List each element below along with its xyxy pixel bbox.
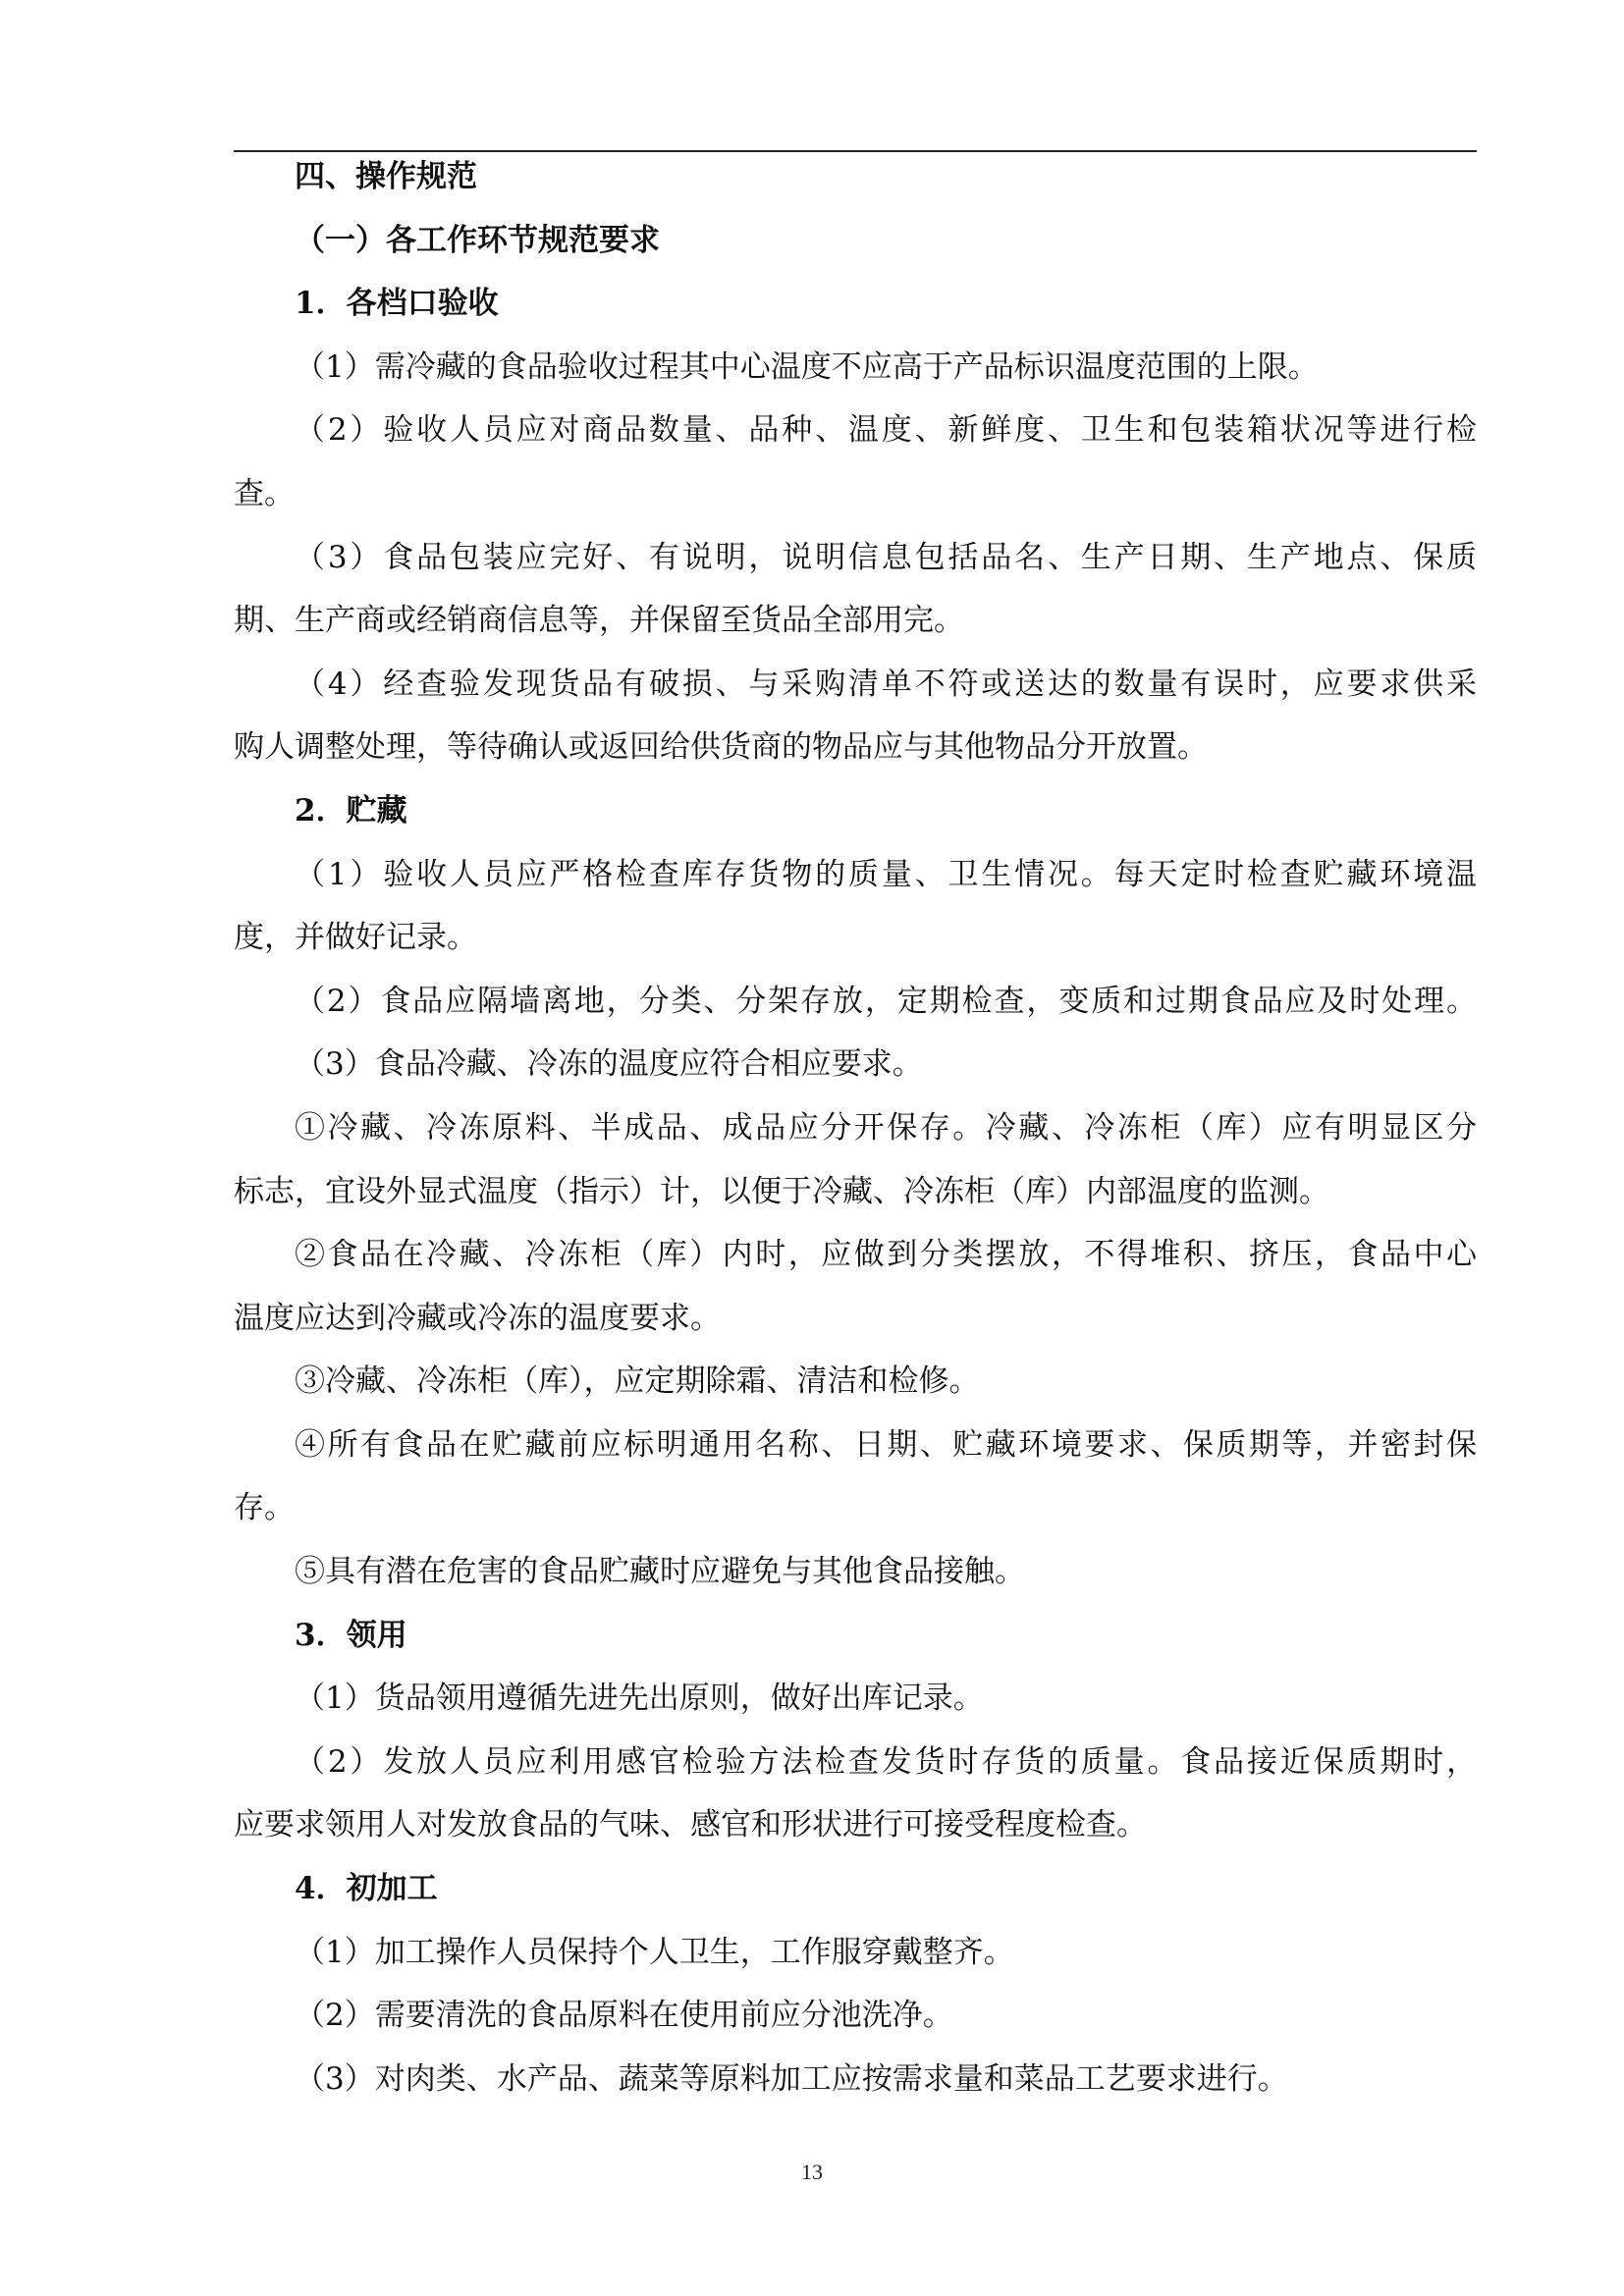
- paragraph-line: ②食品在冷藏、冷冻柜（库）内时，应做到分类摆放，不得堆积、挤压，食品中心: [295, 1237, 1477, 1273]
- paragraph-line: ⑤具有潜在危害的食品贮藏时应避免与其他食品接触。: [295, 1554, 1025, 1590]
- paragraph-line: （4）经查验发现货品有破损、与采购清单不符或送达的数量有误时，应要求供采: [295, 666, 1477, 702]
- paragraph-line: （1）货品领用遵循先进先出原则，做好出库记录。: [295, 1681, 984, 1717]
- section-heading: 四、操作规范: [295, 159, 477, 194]
- paragraph-line: （3）食品冷藏、冷冻的温度应符合相应要求。: [295, 1046, 923, 1083]
- document-body: [234, 145, 1477, 2110]
- paragraph-line: 查。: [234, 475, 295, 511]
- paragraph-line: （3）对肉类、水产品、蔬菜等原料加工应按需求量和菜品工艺要求进行。: [295, 2060, 1288, 2097]
- paragraph-line: 期、生产商或经销商信息等，并保留至货品全部用完。: [234, 603, 964, 639]
- paragraph-line: 标志，宜设外显式温度（指示）计，以便于冷藏、冷冻柜（库）内部温度的监测。: [234, 1173, 1329, 1209]
- paragraph-line: （2）需要清洗的食品原料在使用前应分池洗净。: [295, 1998, 953, 2034]
- paragraph-line: （2）验收人员应对商品数量、品种、温度、新鲜度、卫生和包装箱状况等进行检: [295, 412, 1477, 449]
- paragraph-line: （2）食品应隔墙离地，分类、分架存放，定期检查，变质和过期食品应及时处理。: [295, 983, 1477, 1019]
- paragraph-line: 度，并做好记录。: [234, 920, 477, 956]
- paragraph-line: （2）发放人员应利用感官检验方法检查发货时存货的质量。食品接近保质期时，: [295, 1743, 1477, 1780]
- section-heading: 1．各档口验收: [295, 286, 499, 322]
- paragraph-line: （1）加工操作人员保持个人卫生，工作服穿戴整齐。: [295, 1934, 1014, 1970]
- paragraph-line: 应要求领用人对发放食品的气味、感官和形状进行可接受程度检查。: [234, 1807, 1147, 1843]
- paragraph-line: （3）食品包装应完好、有说明，说明信息包括品名、生产日期、生产地点、保质: [295, 539, 1477, 575]
- paragraph-line: ③冷藏、冷冻柜（库），应定期除霜、清洁和检修。: [295, 1363, 980, 1400]
- section-heading: 4．初加工: [295, 1871, 438, 1907]
- paragraph-line: 温度应达到冷藏或冷冻的温度要求。: [234, 1300, 721, 1336]
- paragraph-line: （1）需冷藏的食品验收过程其中心温度不应高于产品标识温度范围的上限。: [295, 348, 1319, 385]
- paragraph-line: ④所有食品在贮藏前应标明通用名称、日期、贮藏环境要求、保质期等，并密封保: [295, 1426, 1477, 1463]
- page-number: 13: [801, 2160, 823, 2184]
- section-heading: （一）各工作环节规范要求: [295, 222, 660, 258]
- paragraph-line: 存。: [234, 1490, 295, 1526]
- paragraph-line: 购人调整处理，等待确认或返回给供货商的物品应与其他物品分开放置。: [234, 729, 1208, 766]
- section-heading: 2．贮藏: [295, 792, 407, 828]
- paragraph-line: （1）验收人员应严格检查库存货物的质量、卫生情况。每天定时检查贮藏环境温: [295, 856, 1477, 892]
- section-heading: 3．领用: [295, 1617, 407, 1653]
- paragraph-line: ①冷藏、冷冻原料、半成品、成品应分开保存。冷藏、冷冻柜（库）应有明显区分: [295, 1109, 1477, 1146]
